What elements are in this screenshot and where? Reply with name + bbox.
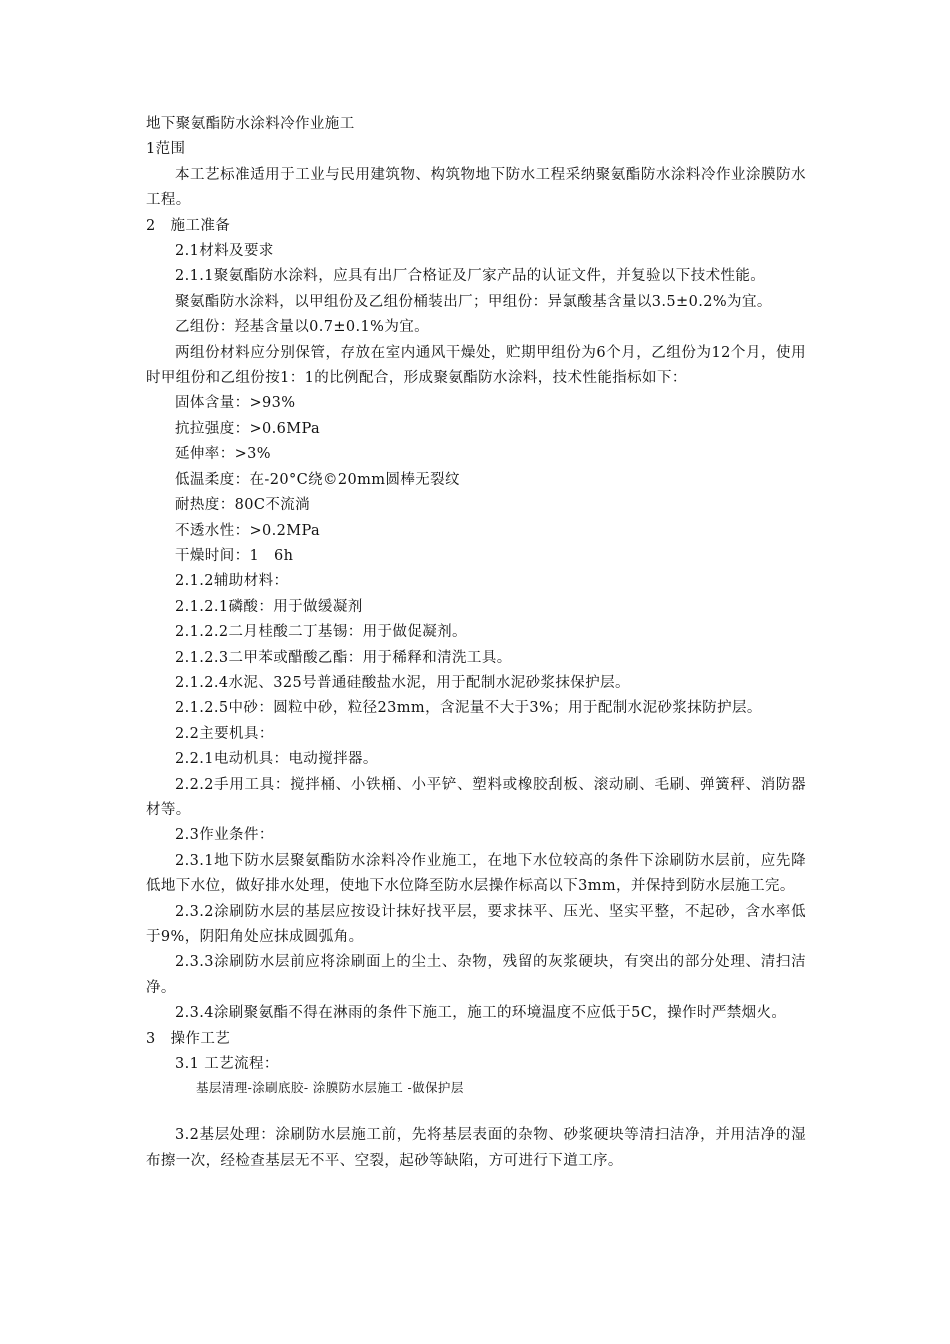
- aux-item-2: 2.1.2.2二月桂酸二丁基锡：用于做促凝剂。: [175, 624, 467, 641]
- paragraph-component-a: 聚氨酯防水涂料，以甲组份及乙组份桶装出厂；甲组份：异氯酸基含量以3.5±0.2%为宜。: [175, 293, 772, 310]
- document-title: 地下聚氨酯防水涂料冷作业施工: [146, 116, 355, 132]
- spec-low-temp-flexibility: 低温柔度：在-20°C绕©20mm圆棒无裂纹: [175, 471, 460, 488]
- subsection-process-flow: 3.1 工艺流程：: [175, 1056, 279, 1073]
- section-heading-preparation: 2 施工准备: [146, 217, 231, 234]
- document-body: [146, 112, 806, 1174]
- subsection-tools: 2.2主要机具：: [175, 725, 274, 742]
- tools-electric: 2.2.1电动机具：电动搅拌器。: [175, 751, 378, 768]
- subsection-auxiliary-materials: 2.1.2辅助材料：: [175, 573, 289, 590]
- spec-elongation: 延伸率：>3%: [175, 446, 271, 463]
- condition-2-3-1: 2.3.1地下防水层聚氨酯防水涂料冷作业施工，在地下水位较高的条件下涂刷防水层前，应先降低地下水位，做好排水处理，使地下水位降至防水层操作标高以下3mm，并保持到防水层施工完。: [146, 852, 806, 895]
- subsection-materials: 2.1材料及要求: [175, 243, 274, 260]
- spec-solid-content: 固体含量：>93%: [175, 395, 296, 412]
- aux-item-1: 2.1.2.1磷酸：用于做缓凝剂: [175, 598, 363, 615]
- subsection-conditions: 2.3作业条件：: [175, 827, 274, 844]
- paragraph-component-b: 乙组份：羟基含量以0.7±0.1%为宜。: [175, 319, 430, 336]
- spec-heat-resistance: 耐热度：80C不流淌: [175, 497, 311, 514]
- condition-2-3-2: 2.3.2涂刷防水层的基层应按设计抹好找平层，要求抹平、压光、坚实平整，不起砂，含水率低于9%，阴阳角处应抹成圆弧角。: [146, 903, 806, 945]
- spec-impermeability: 不透水性：>0.2MPa: [175, 522, 321, 539]
- tools-hand: 2.2.2手用工具：搅拌桶、小铁桶、小平铲、塑料或橡胶刮板、滚动刷、毛刷、弹簧秤、消防器材等。: [146, 776, 806, 818]
- section-heading-operation: 3 操作工艺: [146, 1030, 231, 1047]
- condition-2-3-4: 2.3.4涂刷聚氨酯不得在淋雨的条件下施工，施工的环境温度不应低于5C，操作时严禁烟火。: [175, 1005, 787, 1022]
- process-flow-line: 基层清理-涂刷底胶- 涂膜防水层施工 -做保护层: [196, 1080, 464, 1096]
- section-heading-scope: 1范围: [146, 141, 186, 158]
- scope-paragraph: 本工艺标准适用于工业与民用建筑物、构筑物地下防水工程采纳聚氨酯防水涂料冷作业涂膜防水工程。: [146, 166, 806, 209]
- spec-tensile-strength: 抗拉强度：>0.6MPa: [175, 420, 321, 437]
- paragraph-storage: 两组份材料应分别保管，存放在室内通风干燥处，贮期甲组份为6个月，乙组份为12个月，使用时甲组份和乙组份按1：1的比例配合，形成聚氨酯防水涂料，技术性能指标如下：: [146, 344, 806, 387]
- condition-2-3-3: 2.3.3涂刷防水层前应将涂刷面上的尘土、杂物，残留的灰浆硬块，有突出的部分处理、清扫洁净。: [146, 954, 806, 996]
- aux-item-3: 2.1.2.3二甲苯或醋酸乙酯：用于稀释和清洗工具。: [175, 649, 512, 666]
- paragraph-base-treatment: 3.2基层处理：涂刷防水层施工前，先将基层表面的杂物、砂浆硬块等清扫洁净，并用洁净的湿布擦一次，经检查基层无不平、空裂，起砂等缺陷，方可进行下道工序。: [146, 1127, 806, 1169]
- aux-item-5: 2.1.2.5中砂：圆粒中砂，粒径23mm，含泥量不大于3%；用于配制水泥砂浆抹防护层。: [175, 700, 762, 717]
- spec-drying-time: 干燥时间：1 6h: [175, 547, 294, 564]
- paragraph-2-1-1: 2.1.1聚氨酯防水涂料，应具有出厂合格证及厂家产品的认证文件，并复验以下技术性能。: [175, 268, 766, 285]
- aux-item-4: 2.1.2.4水泥、325号普通硅酸盐水泥，用于配制水泥砂浆抹保护层。: [175, 674, 630, 691]
